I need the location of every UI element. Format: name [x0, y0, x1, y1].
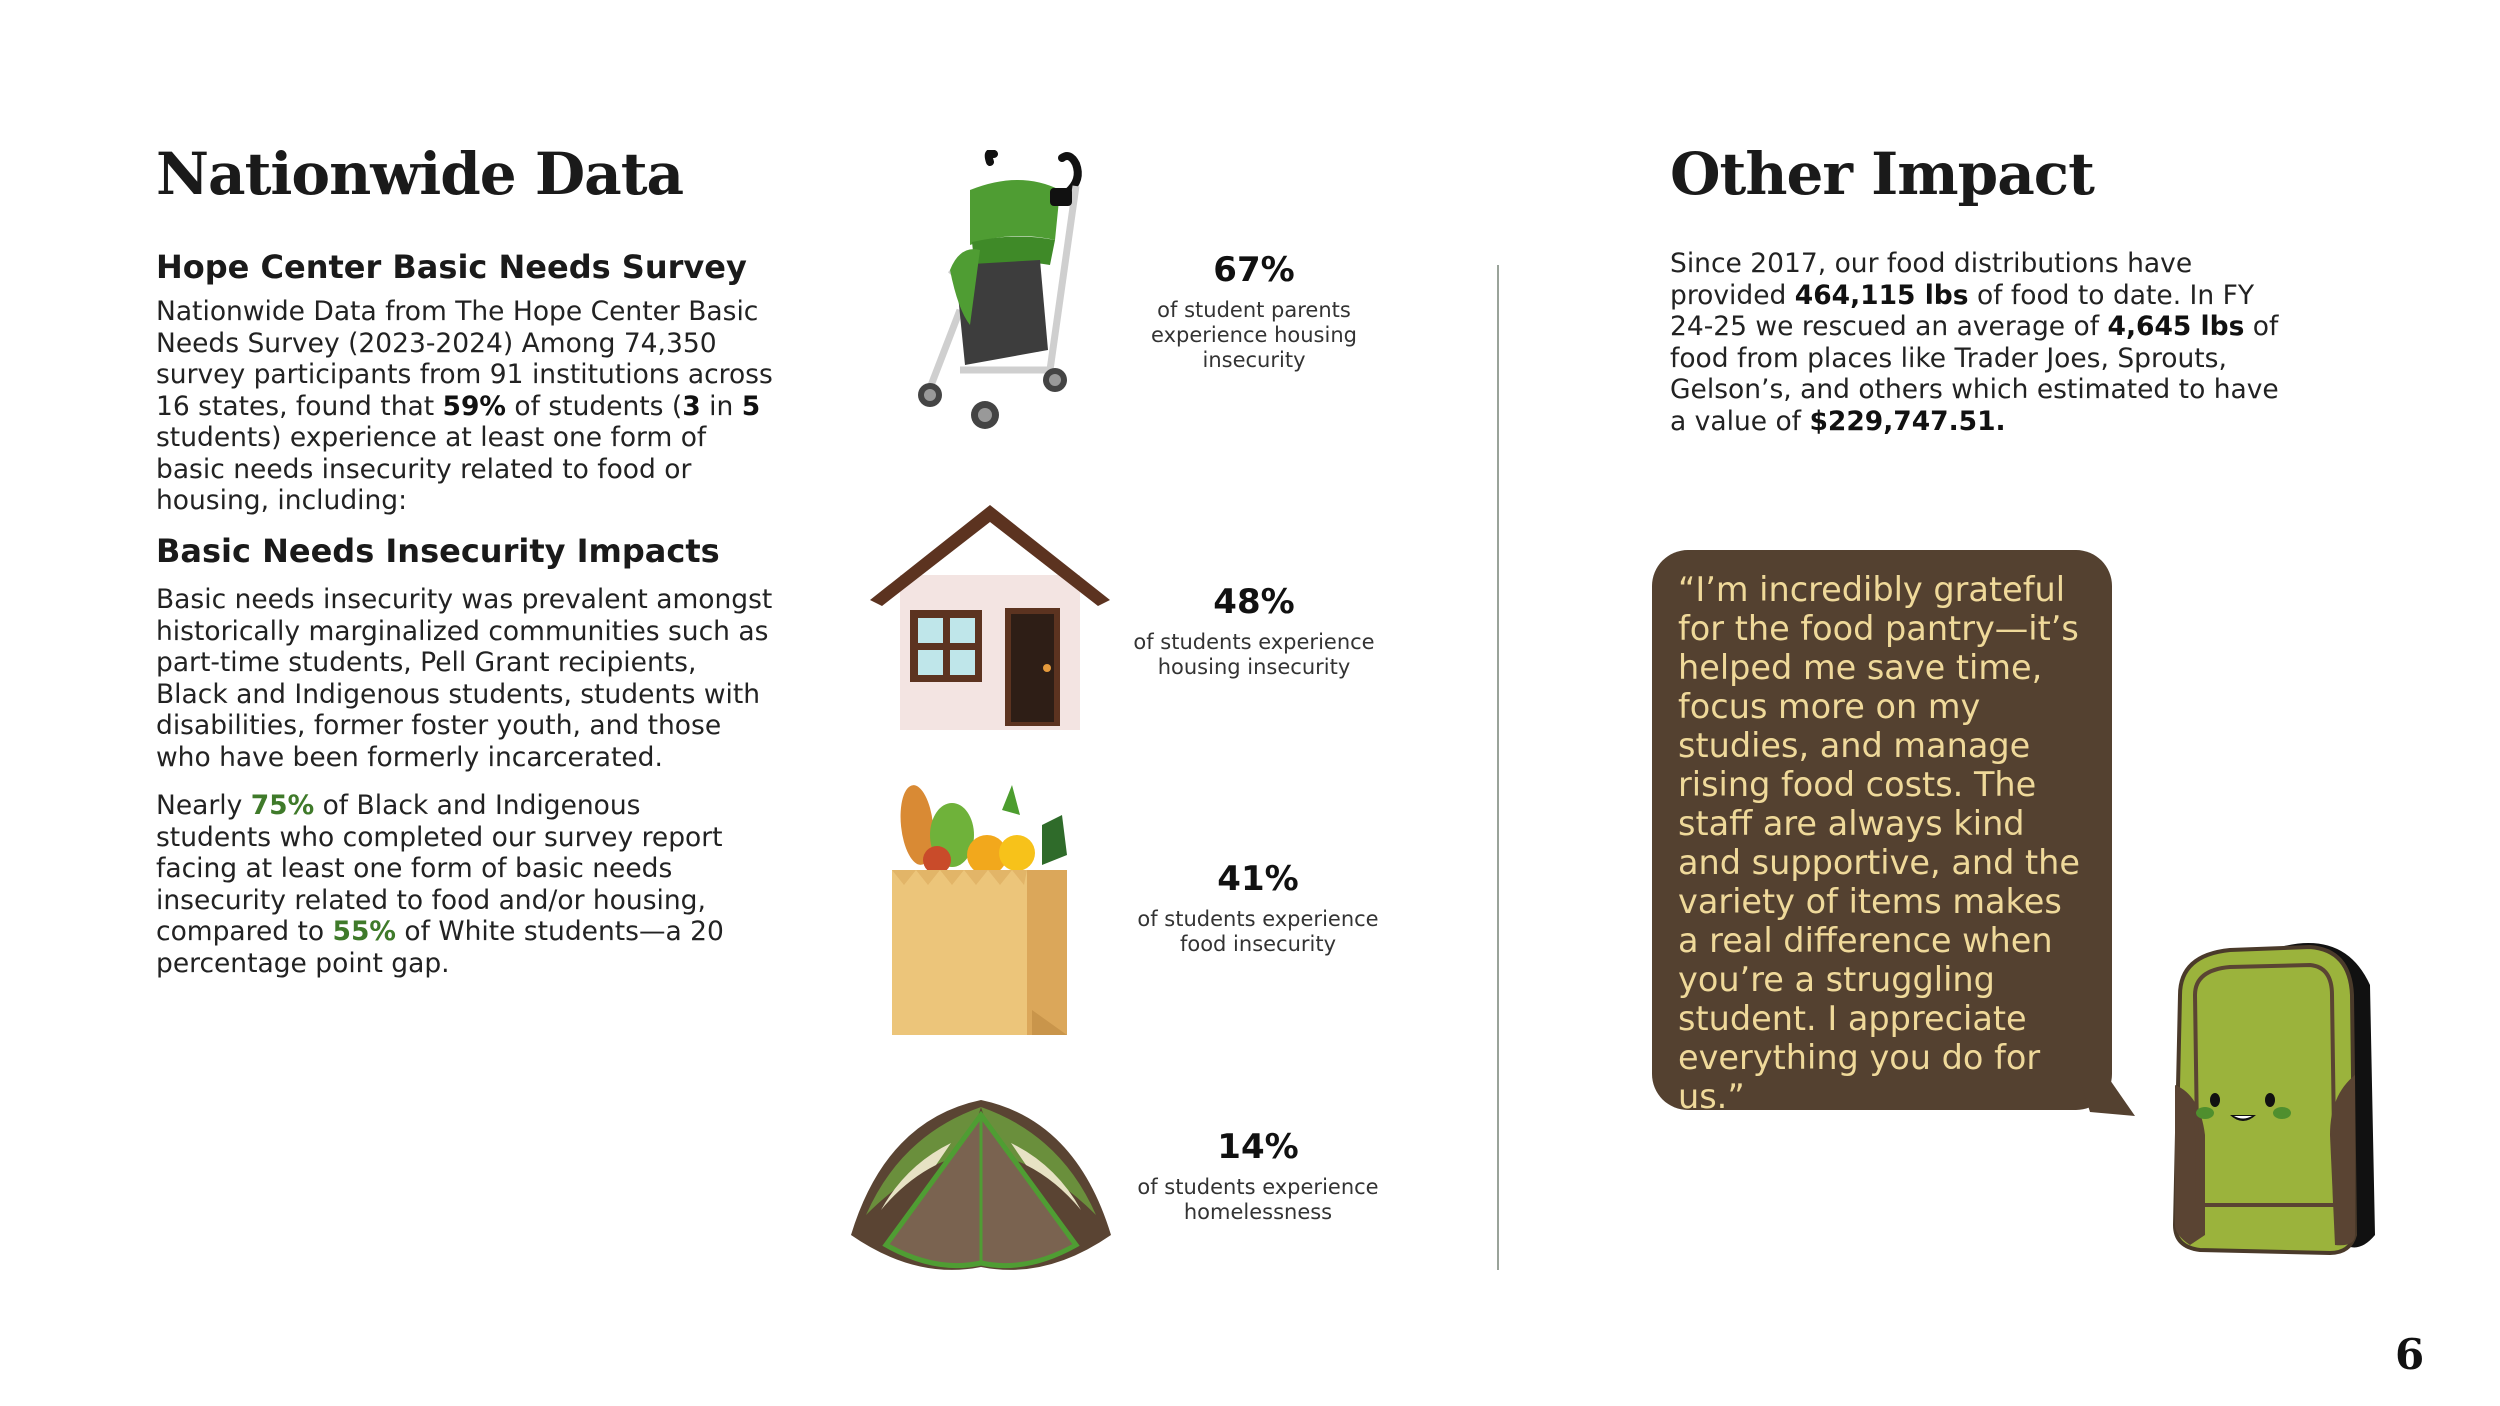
- emphasis-text: 3: [682, 390, 701, 422]
- gap-paragraph: [156, 790, 756, 979]
- emphasis-text: 75%: [250, 790, 315, 821]
- backpack-mascot-icon: [2160, 935, 2395, 1260]
- emphasis-text: 55%: [332, 916, 396, 947]
- text-run: students) experience at least one form of basic needs insecurity related to food or housing, including:: [156, 422, 707, 516]
- stat-percent: 41%: [1217, 859, 1299, 899]
- column-divider: [1497, 265, 1499, 1270]
- page-number: 6: [2395, 1330, 2425, 1379]
- stat-description: of students experience housing insecurity: [1133, 630, 1375, 679]
- stat-percent: 67%: [1213, 250, 1295, 290]
- stat-percent: 48%: [1213, 582, 1295, 622]
- nationwide-title: Nationwide Data: [156, 140, 684, 208]
- testimonial-quote: “I’m incredibly grateful for the food pantry—it’s helped me save time, focus more on my studies, and manage rising food costs. The staff are always kind and supportive, and the variety of items makes a real difference when you’re a struggling student. I appreciate everything you do for us.”: [1678, 570, 2080, 1116]
- emphasis-text: 59%: [442, 390, 506, 422]
- impact-paragraph: [1670, 248, 2280, 437]
- emphasis-text: 464,115 lbs: [1794, 279, 1969, 311]
- survey-heading: Hope Center Basic Needs Survey: [156, 248, 747, 286]
- emphasis-text: 4,645 lbs: [2107, 311, 2245, 342]
- other-impact-title: Other Impact: [1670, 140, 2094, 208]
- stat-percent: 14%: [1217, 1127, 1299, 1167]
- text-run: Nearly: [156, 790, 251, 821]
- impacts-heading: Basic Needs Insecurity Impacts: [156, 532, 720, 570]
- text-run: Since 2017, our food distributions have provided: [1670, 248, 2193, 311]
- impacts-paragraph: Basic needs insecurity was prevalent amongst historically marginalized communities such as part-time students, Pell Grant recipients, Black and Indigenous students, students with disabilities, former foster youth, and those who have been formerly incarcerated.: [156, 584, 773, 773]
- tent-icon: [846, 1095, 1116, 1280]
- emphasis-text: 5: [741, 390, 761, 422]
- stat-description: of students experience food insecurity: [1137, 907, 1379, 956]
- emphasis-text: $229,747.51.: [1809, 405, 2006, 437]
- text-run: of White students—a 20 percentage point gap.: [156, 916, 724, 979]
- text-run: of food from places like Trader Joes, Sprouts, Gelson’s, and others which estimated to have a value of: [1670, 311, 2279, 437]
- text-run: of food to date. In FY 24-25 we rescued an average of: [1670, 279, 2255, 342]
- stat-food-insecurity: [1128, 859, 1388, 957]
- stat-description: of student parents experience housing insecurity: [1151, 298, 1357, 372]
- text-run: of Black and Indigenous students who completed our survey report facing at least one form of basic needs insecurity related to food and/or housing, compared to: [156, 790, 723, 947]
- text-run: of students (: [505, 390, 683, 422]
- stat-homelessness: [1128, 1127, 1388, 1225]
- testimonial-bubble: [1652, 550, 2112, 1116]
- stat-description: of students experience homelessness: [1137, 1175, 1379, 1224]
- text-run: in: [700, 390, 742, 422]
- text-run: Nationwide Data from The Hope Center Basic Needs Survey (2023-2024) Among 74,350 survey participants from 91 institutions across 16 states, found that: [156, 296, 773, 422]
- stat-housing-insecurity: [1124, 582, 1384, 680]
- bubble-tail-icon: [2080, 1080, 2135, 1116]
- survey-paragraph: [156, 296, 776, 517]
- stroller-icon: [890, 150, 1090, 440]
- stat-student-parents: [1124, 250, 1384, 373]
- grocery-bag-icon: [892, 785, 1082, 1035]
- house-icon: [870, 500, 1110, 730]
